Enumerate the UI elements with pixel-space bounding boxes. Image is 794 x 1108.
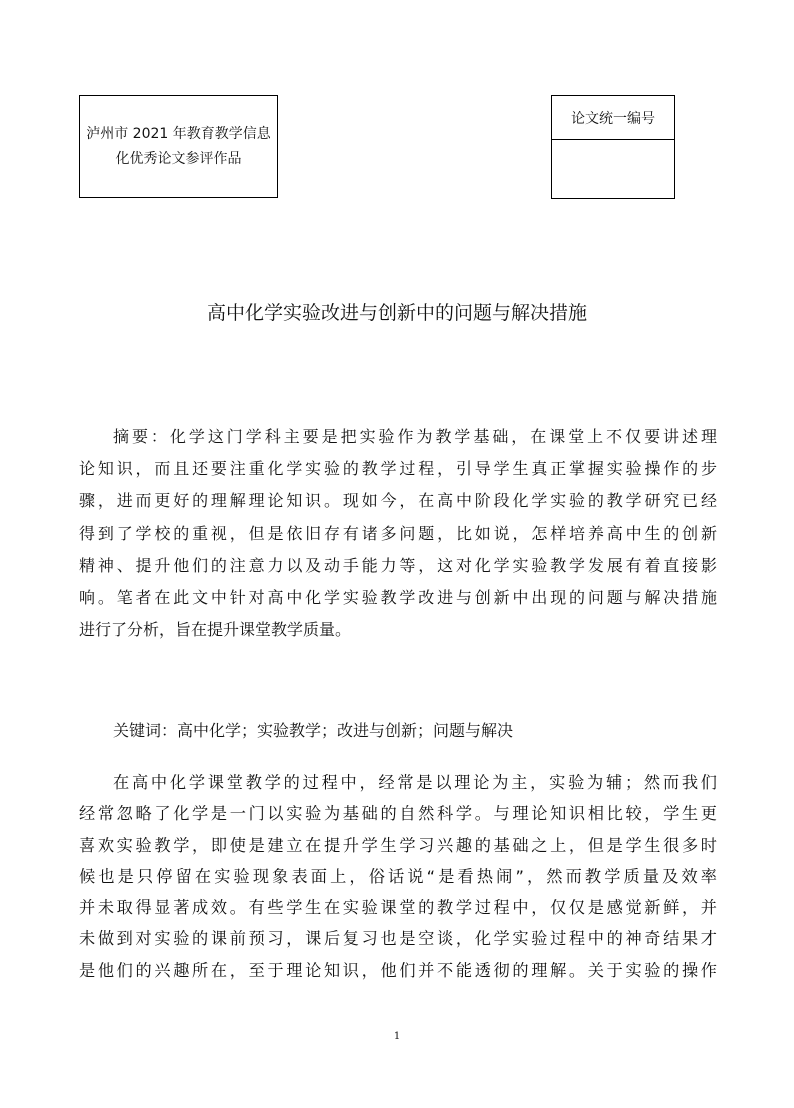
abstract-line: 精神、提升他们的注意力以及动手能力等，这对化学实验教学发展有着直接影 xyxy=(79,555,717,575)
abstract-line: 进行了分析，旨在提升课堂教学质量。 xyxy=(79,620,352,640)
body-line: 经常忽略了化学是一门以实验为基础的自然科学。与理论知识相比较，学生更 xyxy=(79,804,717,824)
page-number: 1 xyxy=(393,1031,401,1042)
submission-info-line-1: 泸州市 2021 年教育教学信息 xyxy=(86,125,271,142)
abstract-line: 得到了学校的重视，但是依旧存有诸多问题，比如说，怎样培养高中生的创新 xyxy=(79,523,717,543)
body-line: 在高中化学课堂教学的过程中，经常是以理论为主，实验为辅；然而我们 xyxy=(113,773,717,792)
paper-title: 高中化学实验改进与创新中的问题与解决措施 xyxy=(206,302,587,324)
abstract-line: 摘要：化学这门学科主要是把实验作为教学基础，在课堂上不仅要讲述理 xyxy=(113,427,717,446)
body-line: 候也是只停留在实验现象表面上，俗话说“是看热闹”，然而教学质量及效率 xyxy=(79,866,717,886)
paper-number-label: 论文统一编号 xyxy=(552,96,674,140)
body-paragraph xyxy=(79,767,717,986)
body-line: 并未取得显著成效。有些学生在实验课堂的教学过程中，仅仅是感觉新鲜，并 xyxy=(79,898,717,918)
paper-number-box xyxy=(551,95,675,199)
abstract-line: 论知识，而且还要注重化学实验的教学过程，引导学生真正掌握实验操作的步 xyxy=(79,459,717,479)
body-line: 未做到对实验的课前预习，课后复习也是空谈，化学实验过程中的神奇结果才 xyxy=(79,929,717,949)
body-line: 是他们的兴趣所在，至于理论知识，他们并不能透彻的理解。关于实验的操作 xyxy=(79,960,717,980)
abstract xyxy=(79,421,717,646)
abstract-line: 响。笔者在此文中针对高中化学实验教学改进与创新中出现的问题与解决措施 xyxy=(79,588,717,608)
body-line: 喜欢实验教学，即使是建立在提升学生学习兴趣的基础之上，但是学生很多时 xyxy=(79,835,717,855)
abstract-line: 骤，进而更好的理解理论知识。现如今，在高中阶段化学实验的教学研究已经 xyxy=(79,491,717,511)
submission-info-line-2: 化优秀论文参评作品 xyxy=(115,150,242,167)
submission-info-box xyxy=(79,95,278,198)
keywords: 关键词：高中化学；实验教学；改进与创新；问题与解决 xyxy=(113,721,514,740)
